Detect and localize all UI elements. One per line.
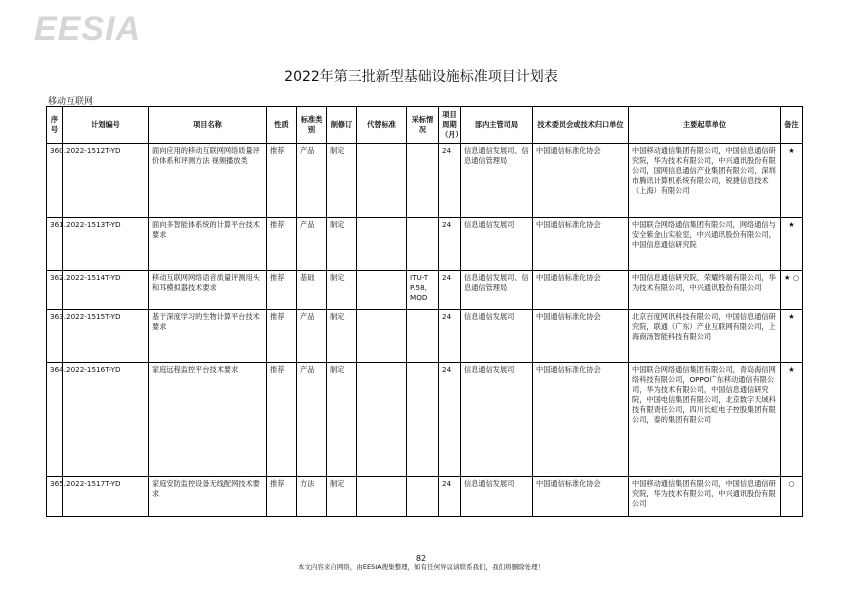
- cell-adopt: [407, 363, 439, 477]
- cell-drafters: 中国移动通信集团有限公司，中国信息通信研究院，华为技术有限公司，中兴通讯股份有限公司: [629, 477, 781, 517]
- col-header-committee: 技术委员会或技术归口单位: [533, 107, 629, 144]
- cell-adopt: [407, 310, 439, 363]
- cell-no: 360.: [47, 144, 63, 218]
- cell-code: 2022-1516T-YD: [63, 363, 149, 477]
- cell-revise: 制定: [327, 218, 357, 271]
- cell-code: 2022-1512T-YD: [63, 144, 149, 218]
- cell-code: 2022-1514T-YD: [63, 271, 149, 310]
- cell-category: 产品: [297, 218, 327, 271]
- cell-dept: 信息通信发展司: [461, 363, 533, 477]
- eesia-logo: EESIA: [34, 10, 142, 48]
- cell-revise: 制定: [327, 271, 357, 310]
- cell-no: 363.: [47, 310, 63, 363]
- col-header-adopt: 采标情况: [407, 107, 439, 144]
- cell-note: ★: [781, 218, 803, 271]
- cell-period: 24: [439, 144, 461, 218]
- cell-revise: 制定: [327, 144, 357, 218]
- cell-drafters: 中国联合网络通信集团有限公司，网络通信与安全紫金山实验室，中兴通讯股份有限公司，中国信息通信研究院: [629, 218, 781, 271]
- cell-code: 2022-1513T-YD: [63, 218, 149, 271]
- standards-plan-table: [46, 106, 803, 517]
- cell-code: 2022-1515T-YD: [63, 310, 149, 363]
- cell-revise: 制定: [327, 310, 357, 363]
- cell-adopt: ITU-T P.58, MOD: [407, 271, 439, 310]
- cell-category: 方法: [297, 477, 327, 517]
- cell-drafters: 中国信息通信研究院，荣耀终端有限公司，华为技术有限公司，中兴通讯股份有限公司: [629, 271, 781, 310]
- page-title: 2022年第三批新型基础设施标准项目计划表: [284, 69, 558, 85]
- footer-disclaimer: 本文内容来自网络，由EESIA搜集整理，如有任何异议请联系我们，我们将删除处理！: [297, 563, 545, 571]
- cell-note: ★: [781, 144, 803, 218]
- table-row: [47, 363, 803, 477]
- cell-period: 24: [439, 363, 461, 477]
- cell-nature: 推荐: [267, 218, 297, 271]
- cell-name: 面向多智能体系统的计算平台技术要求: [149, 218, 267, 271]
- col-header-note: 备注: [781, 107, 803, 144]
- cell-dept: 信息通信发展司: [461, 218, 533, 271]
- table-row: [47, 271, 803, 310]
- col-header-category: 标准类别: [297, 107, 327, 144]
- cell-replace: [357, 363, 407, 477]
- cell-drafters: 北京百度网讯科技有限公司，中国信息通信研究院，联通（广东）产业互联网有限公司，上海商汤智能科技有限公司: [629, 310, 781, 363]
- cell-note: ★: [781, 310, 803, 363]
- cell-drafters: 中国联合网络通信集团有限公司，青岛海信网络科技有限公司，OPPO广东移动通信有限公司，华为技术有限公司，中国信息通信研究院，中国电信集团有限公司，北京数字天域科技有限责任公司，四川长虹电子控股集团有限公司，泰的集团有限公司: [629, 363, 781, 477]
- col-header-nature: 性质: [267, 107, 297, 144]
- cell-dept: 信息通信发展司、信息通信管理局: [461, 144, 533, 218]
- table-row: [47, 218, 803, 271]
- cell-no: 364.: [47, 363, 63, 477]
- cell-nature: 推荐: [267, 310, 297, 363]
- cell-committee: 中国通信标准化协会: [533, 310, 629, 363]
- cell-no: 361.: [47, 218, 63, 271]
- cell-code: 2022-1517T-YD: [63, 477, 149, 517]
- cell-adopt: [407, 144, 439, 218]
- cell-category: 基础: [297, 271, 327, 310]
- cell-note: ○: [781, 477, 803, 517]
- cell-name: 家庭远程监控平台技术要求: [149, 363, 267, 477]
- cell-category: 产品: [297, 144, 327, 218]
- table-row: [47, 144, 803, 218]
- table-row: [47, 477, 803, 517]
- cell-nature: 推荐: [267, 144, 297, 218]
- col-header-project-name: 项目名称: [149, 107, 267, 144]
- col-header-drafters: 主要起草单位: [629, 107, 781, 144]
- col-header-no: 序号: [47, 107, 63, 144]
- cell-category: 产品: [297, 310, 327, 363]
- page-number: 82: [415, 554, 427, 563]
- table-row: [47, 310, 803, 363]
- cell-drafters: 中国移动通信集团有限公司，中国信息通信研究院，华为技术有限公司，中兴通讯股份有限公司，国网信息通信产业集团有限公司，深圳市腾讯计算机系统有限公司，锐捷信息技术（上海）有限公司: [629, 144, 781, 218]
- cell-name: 面向应用的移动互联网网络质量评价体系和评测方法 视频播放类: [149, 144, 267, 218]
- col-header-period: 项目周期（月）: [439, 107, 461, 144]
- cell-no: 365.: [47, 477, 63, 517]
- col-header-plan-code: 计划编号: [63, 107, 149, 144]
- cell-name: 移动互联网网络语音质量评测用头和耳模拟器技术要求: [149, 271, 267, 310]
- cell-committee: 中国通信标准化协会: [533, 271, 629, 310]
- cell-adopt: [407, 218, 439, 271]
- col-header-dept: 部内主管司局: [461, 107, 533, 144]
- header-row: [47, 107, 803, 144]
- cell-committee: 中国通信标准化协会: [533, 477, 629, 517]
- cell-replace: [357, 218, 407, 271]
- cell-replace: [357, 271, 407, 310]
- cell-nature: 推荐: [267, 477, 297, 517]
- cell-period: 24: [439, 477, 461, 517]
- cell-note: ★: [781, 363, 803, 477]
- cell-committee: 中国通信标准化协会: [533, 218, 629, 271]
- cell-note: ★ ○: [781, 271, 803, 310]
- cell-committee: 中国通信标准化协会: [533, 363, 629, 477]
- cell-nature: 推荐: [267, 271, 297, 310]
- cell-nature: 推荐: [267, 363, 297, 477]
- cell-dept: 信息通信发展司: [461, 310, 533, 363]
- cell-replace: [357, 477, 407, 517]
- cell-revise: 制定: [327, 363, 357, 477]
- section-label: 移动互联网: [48, 97, 94, 107]
- cell-replace: [357, 310, 407, 363]
- cell-name: 基于深度学习的生物计算平台技术要求: [149, 310, 267, 363]
- cell-category: 产品: [297, 363, 327, 477]
- cell-revise: 制定: [327, 477, 357, 517]
- col-header-revise: 制修订: [327, 107, 357, 144]
- cell-dept: 信息通信发展司: [461, 477, 533, 517]
- col-header-replace: 代替标准: [357, 107, 407, 144]
- cell-period: 24: [439, 310, 461, 363]
- cell-adopt: [407, 477, 439, 517]
- cell-period: 24: [439, 271, 461, 310]
- cell-no: 362.: [47, 271, 63, 310]
- cell-dept: 信息通信发展司、信息通信管理局: [461, 271, 533, 310]
- cell-committee: 中国通信标准化协会: [533, 144, 629, 218]
- cell-replace: [357, 144, 407, 218]
- cell-name: 家庭安防监控设备无线配网技术要求: [149, 477, 267, 517]
- cell-period: 24: [439, 218, 461, 271]
